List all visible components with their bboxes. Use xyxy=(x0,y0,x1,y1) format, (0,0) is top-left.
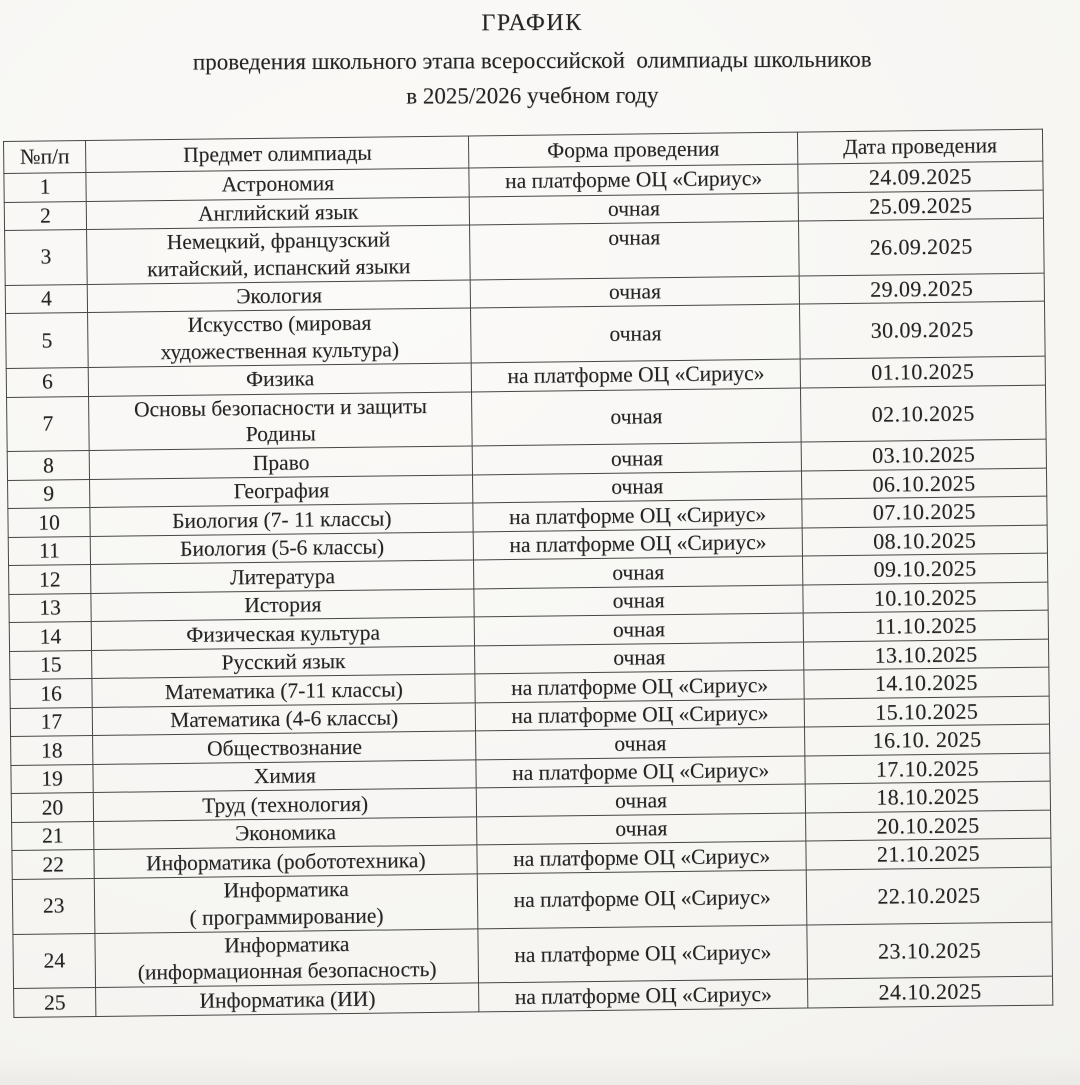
cell-subject: Обществознание xyxy=(93,731,477,764)
cell-num: 18 xyxy=(11,736,93,765)
cell-form: очная xyxy=(471,304,800,363)
cell-num: 11 xyxy=(8,536,90,565)
cell-form: на платформе ОЦ «Сириус» xyxy=(478,870,807,929)
cell-form: на платформе ОЦ «Сириус» xyxy=(476,756,805,788)
cell-subject: Математика (7-11 классы) xyxy=(92,674,476,707)
cell-subject: Экономика xyxy=(94,817,478,850)
cell-num: 13 xyxy=(9,593,91,622)
cell-date: 02.10.2025 xyxy=(800,385,1046,443)
cell-form: очная xyxy=(474,556,803,588)
cell-num: 14 xyxy=(9,622,91,651)
cell-date: 23.10.2025 xyxy=(807,922,1053,980)
cell-subject: Математика (4-6 классы) xyxy=(92,703,476,736)
col-header-form: Форма проведения xyxy=(469,132,798,168)
cell-form: очная xyxy=(475,642,804,674)
cell-num: 3 xyxy=(5,230,88,286)
cell-subject: Литература xyxy=(91,560,475,593)
cell-subject: Информатика (робототехника) xyxy=(94,845,478,878)
cell-date: 29.09.2025 xyxy=(799,273,1045,304)
cell-date: 25.09.2025 xyxy=(798,190,1044,221)
cell-date: 26.09.2025 xyxy=(798,218,1044,276)
col-header-subject: Предмет олимпиады xyxy=(86,136,470,173)
cell-form: очная xyxy=(477,813,806,845)
cell-subject: Искусство (мировая художественная культура) xyxy=(88,308,472,367)
cell-date: 07.10.2025 xyxy=(802,496,1048,527)
schedule-table-wrap xyxy=(3,129,1053,1018)
scan-shade xyxy=(0,1055,1080,1085)
cell-num: 21 xyxy=(12,821,94,850)
cell-form: на платформе ОЦ «Сириус» xyxy=(477,841,806,873)
cell-subject: Труд (технология) xyxy=(93,788,477,821)
cell-subject: География xyxy=(90,475,474,508)
cell-subject: Астрономия xyxy=(86,168,470,201)
cell-num: 10 xyxy=(8,508,90,537)
cell-form: на платформе ОЦ «Сириус» xyxy=(474,528,803,560)
cell-form: на платформе ОЦ «Сириус» xyxy=(479,979,808,1011)
cell-date: 09.10.2025 xyxy=(802,553,1048,584)
cell-date: 17.10.2025 xyxy=(805,753,1051,784)
cell-form: очная xyxy=(470,221,799,280)
cell-form: на платформе ОЦ «Сириус» xyxy=(476,699,805,731)
cell-subject: Биология (7- 11 классы) xyxy=(90,503,474,536)
cell-subject: Русский язык xyxy=(92,646,476,679)
cell-num: 20 xyxy=(11,793,93,822)
cell-num: 4 xyxy=(5,284,87,313)
cell-num: 1 xyxy=(4,173,86,202)
cell-date: 15.10.2025 xyxy=(804,696,1050,727)
cell-subject: Информатика (информационная безопасность) xyxy=(95,928,479,987)
col-header-num: №п/п xyxy=(4,141,86,174)
cell-num: 15 xyxy=(10,650,92,679)
col-header-date: Дата проведения xyxy=(797,129,1043,164)
cell-subject: Немецкий, французский китайский, испанский языки xyxy=(87,225,471,284)
schedule-table xyxy=(3,129,1053,1018)
cell-date: 10.10.2025 xyxy=(803,582,1049,613)
cell-date: 11.10.2025 xyxy=(803,610,1049,641)
cell-num: 9 xyxy=(8,479,90,508)
cell-form: на платформе ОЦ «Сириус» xyxy=(475,670,804,702)
cell-form: очная xyxy=(471,276,800,308)
cell-form: на платформе ОЦ «Сириус» xyxy=(472,359,801,391)
cell-num: 7 xyxy=(7,396,90,452)
cell-subject: Английский язык xyxy=(86,196,470,229)
cell-num: 25 xyxy=(14,988,96,1017)
cell-form: очная xyxy=(473,471,802,503)
cell-date: 13.10.2025 xyxy=(803,639,1049,670)
cell-subject: Химия xyxy=(93,760,477,793)
cell-form: очная xyxy=(473,442,802,474)
cell-date: 01.10.2025 xyxy=(800,356,1046,387)
cell-num: 19 xyxy=(11,764,93,793)
cell-date: 16.10. 2025 xyxy=(804,724,1050,755)
cell-form: на платформе ОЦ «Сириус» xyxy=(478,925,807,984)
cell-num: 2 xyxy=(4,201,86,230)
cell-num: 24 xyxy=(13,933,96,989)
cell-form: очная xyxy=(476,727,805,759)
cell-num: 8 xyxy=(7,451,89,480)
document-header xyxy=(0,8,1064,112)
cell-num: 16 xyxy=(10,679,92,708)
cell-date: 22.10.2025 xyxy=(806,867,1052,925)
doc-subtitle-line1: проведения школьного этапа всероссийской олимпиады школьников xyxy=(192,46,872,75)
cell-subject: Информатика ( программирование) xyxy=(94,874,478,933)
cell-date: 18.10.2025 xyxy=(805,781,1051,812)
cell-date: 08.10.2025 xyxy=(802,525,1048,556)
cell-num: 17 xyxy=(10,707,92,736)
doc-title: ГРАФИК xyxy=(481,9,583,37)
cell-form: очная xyxy=(472,388,801,447)
cell-num: 6 xyxy=(6,368,88,397)
schedule-table-body xyxy=(4,161,1053,1017)
cell-num: 23 xyxy=(12,878,95,934)
cell-date: 24.10.2025 xyxy=(807,976,1053,1007)
cell-date: 30.09.2025 xyxy=(799,301,1045,359)
cell-subject: Физическая культура xyxy=(91,617,475,650)
cell-date: 03.10.2025 xyxy=(801,439,1047,470)
cell-num: 22 xyxy=(12,850,94,879)
cell-form: очная xyxy=(474,585,803,617)
cell-subject: Физика xyxy=(88,363,472,396)
cell-subject: Право xyxy=(89,446,473,479)
cell-subject: Биология (5-6 классы) xyxy=(90,532,474,565)
doc-subtitle-line2: в 2025/2026 учебном году xyxy=(406,82,659,109)
cell-form: на платформе ОЦ «Сириус» xyxy=(469,164,798,196)
cell-date: 24.09.2025 xyxy=(798,161,1044,192)
cell-subject: Информатика (ИИ) xyxy=(96,983,480,1016)
cell-form: на платформе ОЦ «Сириус» xyxy=(473,499,802,531)
cell-num: 5 xyxy=(6,313,89,369)
cell-num: 12 xyxy=(9,565,91,594)
cell-form: очная xyxy=(477,784,806,816)
cell-subject: Экология xyxy=(87,280,471,313)
cell-subject: Основы безопасности и защиты Родины xyxy=(89,391,473,450)
cell-form: очная xyxy=(475,613,804,645)
cell-subject: История xyxy=(91,589,475,622)
cell-form: очная xyxy=(470,193,799,225)
cell-date: 14.10.2025 xyxy=(804,667,1050,698)
cell-date: 06.10.2025 xyxy=(801,468,1047,499)
cell-date: 21.10.2025 xyxy=(806,838,1052,869)
cell-date: 20.10.2025 xyxy=(805,810,1051,841)
